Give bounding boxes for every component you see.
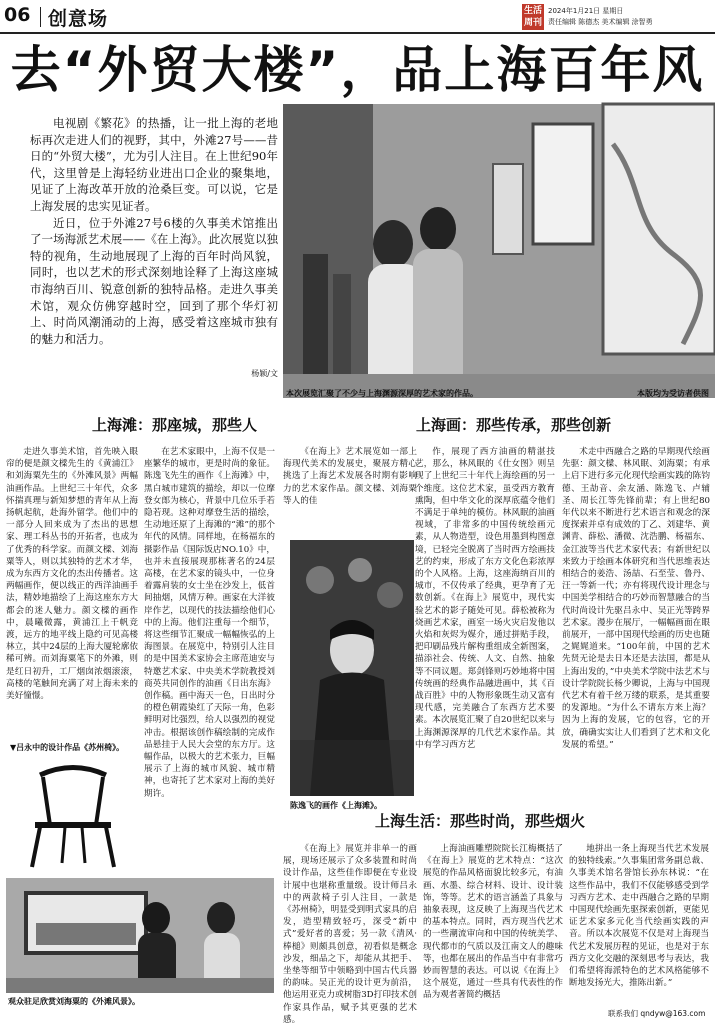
page-headline: 去“外贸大楼”，品上海百年风 xyxy=(10,41,705,99)
exhibition-photo xyxy=(283,104,715,398)
masthead-logo: 生活 周刊 xyxy=(523,6,542,28)
article-column xyxy=(423,843,563,1018)
subheading-bund: 上海滩：那座城，那些人 xyxy=(92,416,258,434)
article-column xyxy=(415,446,555,786)
article-column xyxy=(569,843,709,1018)
article-column xyxy=(562,446,710,786)
column-text: 术走中西融合之路的早期现代绘画先驱：颜文樑、林风眠、刘海粟；有承上启下进行多元化现代绘画实践的陈钧德、王劼音、余友涵、陈逸飞、卢辅圣、周长江等先锋前辈；有上世纪80年代以来不断进行艺术语言和观念的深度探索并卓有成效的丁乙、刘建华、黄渊青、薛松、潘微、沈浩鹏、杨福东、金江波等当代艺术家代表；有新世纪以来致力于绘画本体研究和当代思维表达相结合的姜浩、汤喆、石至莹、鲁丹、汪一等新一代；亦有将现代设计理念与中国美学相结合的巧妙而智慧融合的当代时尚设计先驱吕永中、吴正光等跨界艺术家。漫步在展厅，一幅幅画面在眼前展开，一部中国现代绘画的历史也随之娓娓道来。“100年前，中国的艺术先贤无论是去日本还是去法国，都是从上海出发的，”中央美术学院中法艺术与设计学院院长杨少卿说，上海与中国现代艺术有着千丝万缕的联系，是其重要的发源地。“为什么不请东方来上海？因为上海的发展，它的包容，它的开放，确确实实让人们看到了艺术和文化发展的希望。” xyxy=(562,447,710,750)
byline: 杨颖/文 xyxy=(251,369,278,379)
intro-paragraph: 电视剧《繁花》的热播，让一批上海的老地标再次走进人们的视野，其中，外滩27号——昔日的“外贸大楼”，尤为引人注目。在上世纪90年代，这里曾是上海轻纺业进出口企业的聚集地，见证了上海改革开放的沧桑巨变。可以说，它是上海发展的忠实见证者。 xyxy=(30,116,278,213)
page-number: 06 xyxy=(4,4,31,26)
header-divider xyxy=(40,7,41,27)
article-column xyxy=(283,446,417,538)
section-title: 创意场 xyxy=(48,8,109,30)
column-text: 《在海上》展览并非单一的画展，现场还展示了众多装置和时尚设计作品，这些佳作即便在专业设计展中也堪称重量级。设计师吕永中的两款椅子引人注目，一款是《苏州椅》，明显受到明式家具的启发，造型精致轻巧，深受“新中式”爱好者的喜爱；另一款《清风·棒槌》则颇具创意，初看似是概念沙发，细品之下，却能从其把手、坐垫等细节中领略到中国古代兵器的韵味。吴正光的设计更为前沿，他运用亚克力或树脂3D打印技术创作家具作品，赋予其更强的艺术感。 xyxy=(283,844,417,1025)
painting-photo xyxy=(290,540,414,796)
article-column xyxy=(6,446,138,730)
dateline xyxy=(548,6,653,28)
column-text: 地拼出一条上海现当代艺术发展的独特线索。”久事集团常务副总裁、久事美术馆名誉馆长孙东林说：“在这些作品中，我们不仅能够感受到学习西方艺术、走中西融合之路的早期中国现代绘画先驱探索创新，更能见证艺术家多元化当代绘画实践的声音。所以本次展览不仅是对上海现当代艺术发展历程的见证，也是对于东西方文化交融的深刻思考与表达，我们希望将海派特色的艺术风格能够不断地发扬光大，推陈出新。” xyxy=(569,844,709,989)
column-text: 作，展现了西方油画的精湛技艺，那么，林风眠的《仕女图》则呈现了上世纪三十年代上海绘画的另一个维度。这位艺术家，虽受西方教育熏陶，但中华文化的深厚底蕴令他们不满足于单纯的模仿。林风眠的油画视域，了非常多的中国传统绘画元素，从人物造型，设色用墨到构图意境，已轻完全脱离了当时西方绘画技艺的约束，形成了东方文化色彩浓厚的个人风格。上海，这座海纳百川的城市，不仅传承了经典，更孕育了无数创新。《在海上》展览中，现代实验艺术的影子随处可见。薛松被称为烧画艺术家，画室一场火灾启发他以火焰和灰烬为媒介，通过拼贴手段，把印刷品残片解构重组成全新图案，描添社会、传统、人文、自然、抽象等不同议题。郑剑锋则巧妙地将中国传统画的经典作品融进画中，其《百战百胜》中的人物形象既生动又富有现代感，完美融合了东西方艺术要素。本次展览汇聚了自20世纪以来与上海渊源深厚的几代艺术家作品。其中有学习西方艺 xyxy=(415,447,555,750)
chair-caption: ▼吕永中的设计作品《苏州椅》。 xyxy=(10,743,125,752)
intro-paragraph: 近日，位于外滩27号6楼的久事美术馆推出了一场海派艺术展——《在上海》。此次展览以独特的视角，生动地展现了上海的百年时尚风貌，同时，也以艺术的形式深刻地诠释了上海这座城市海纳百川、锐意创新的独特品格。走进久事美术馆，观众仿佛穿越时空，回到了那个华灯初上、时尚风潮涌动的上海，感受着这座城市独有的魅力和活力。 xyxy=(30,215,278,346)
painting-caption: 陈逸飞的画作《上海滩》。 xyxy=(290,801,382,810)
column-text: 在艺术家眼中，上海不仅是一座繁华的城市，更是时尚的象征。陈逸飞先生的画作《上海滩》中，黑白城市建筑的描绘，却以一位摩登女郎为核心，背景中几位乐手若隐若现。这种对摩登生活的描绘，生动地还原了上海滩的“滩”的那个年代的风情。同样地，在杨福东的摄影作品《国际饭店NO.10》中，也并未直接展现那栋著名的24层高楼，在艺术家的镜头中，一位身着露肩装的女士坐在沙发上，低首间抽烟，风情万种。画家在大洋彼岸作艺，以现代的技法描绘他们心中的上海。他们注重每一个细节，将这些细节汇聚成一幅幅恢弘的上海图景。在展览中，特别引人注目的是中国美术家协会主席范迪安与特邀艺术家、中央美术学院教授刘商英共同创作的油画《日出东海》创作稿。画中海天一色，日出时分的橙色朝霞染红了天际一角，色彩鲜明对比强烈，给人以强烈的视觉冲击。根据该创作稿绘制的完成作品悬挂于人民大会堂的东方厅。这幅作品，以极大的艺术张力，巨幅展示了上海的城市风貌、城市精神，也寄托了艺术家对上海的美好期许。 xyxy=(144,447,275,799)
photo-caption: 本次展览汇聚了不少与上海渊源深厚的艺术家的作品。 xyxy=(286,389,478,398)
photo-credit: 本版均为受访者供图 xyxy=(637,389,709,398)
subheading-painting: 上海画：那些传承，那些创新 xyxy=(416,416,612,434)
column-text: 《在海上》艺术展览如一部上海现代美术的发展史，聚展方精心挑选了上海艺术发展各时期有影响力的艺术家作品。颜文樑、刘海粟等人的佳 xyxy=(283,447,417,506)
gallery-visitors-photo xyxy=(6,878,274,993)
issue-date: 2024年1月21日 星期日 xyxy=(548,7,624,15)
editor-credits: 责任编辑 陈德杰 美术编辑 涂智勇 xyxy=(548,18,653,26)
contact-footer: 联系我们 qndyw@163.com xyxy=(608,1009,706,1018)
intro-text xyxy=(30,115,278,383)
article-column xyxy=(283,843,417,1025)
article-column xyxy=(144,446,275,886)
column-text: 走进久事美术馆，首先映入眼帘的便是颜文樑先生的《黄浦江》和刘海粟先生的《外滩风景》两幅油画作品。上世纪三十年代，众多怀揣真理与新知梦想的青年从上海扬帆起航，赴海外留学。他们中的一部分人回来成为了杰出的思想家、理工科丛书的开拓者，也成为了优秀的科学家。而颜文樑、刘海粟等人，则以其独特的艺术才华，成为东西方文化的杰出传播者。这两幅画作，便以线正的西洋油画手法，精妙地描绘了上海这座东方大都会的迷人魅力。颜文樑的画作中，晨曦微露，黄浦江上千帆竞渡，远方的地平线上隐约可见高楼林立，其中24层的上海大厦轮廓依稀可辨。而刘海粟笔下的外滩，则是红日初升，工厂烟囱浓烟滚滚，高楼的笔触间充满了对上海未来的美好憧憬。 xyxy=(6,447,138,702)
visitors-caption: 观众驻足欣赏刘海粟的《外滩风景》。 xyxy=(8,997,140,1006)
chair-photo xyxy=(10,755,136,873)
column-text: 上海油画雕塑院院长江梅概括了《在海上》展览的艺术特点：“这次展览的作品风格面貌比较多元，有油画、水墨、综合材料、设计、设计装饰，等等。艺术的语言涵盖了具象与抽象表现，这反映了上海现当代艺术的基本特点。同时，西方现当代艺术的一些潮流审向和中国的传统美学、现代都市的气质以及江南文人的趣味等，也都在展出的作品当中有非常巧妙而智慧的表达。可以说《在海上》这个展览，通过一些具有代表性的作品为观者著简约概括 xyxy=(423,844,563,1001)
subheading-life: 上海生活：那些时尚，那些烟火 xyxy=(375,812,586,830)
